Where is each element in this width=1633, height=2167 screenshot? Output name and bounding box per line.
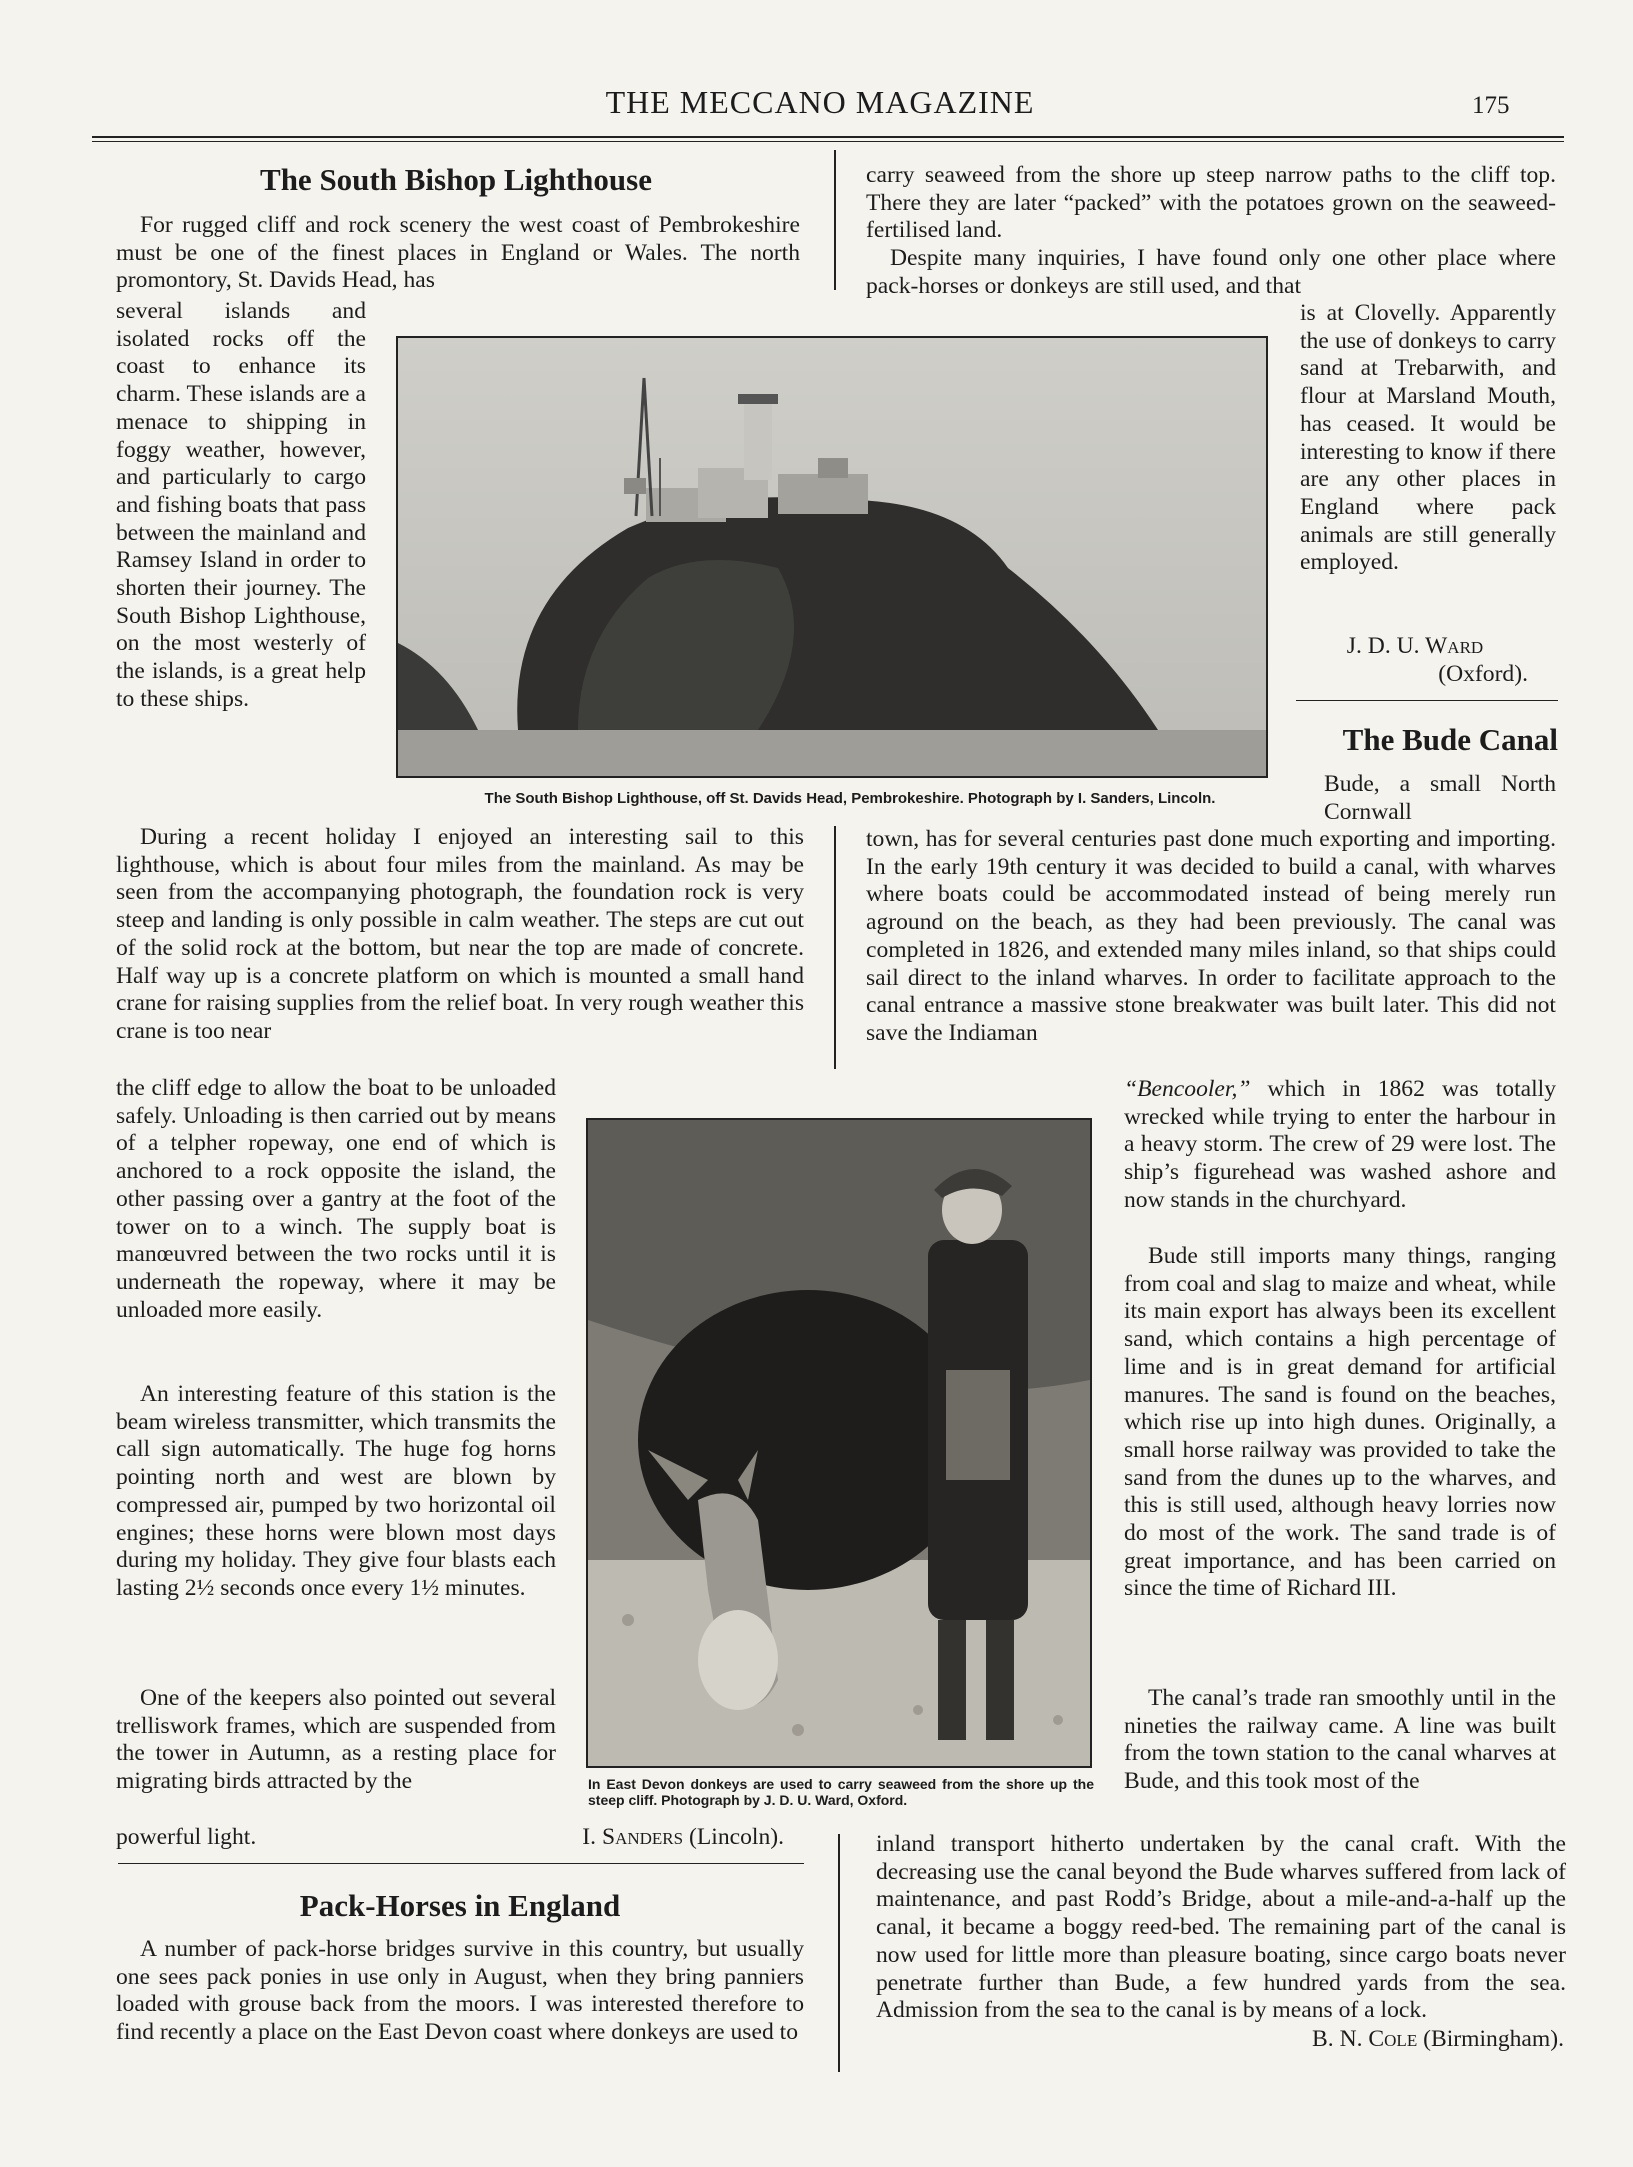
packhorses-author-name: [1300, 633, 1530, 661]
column-divider-mid: [834, 826, 836, 1069]
lighthouse-body-p4-last: [116, 1824, 804, 1852]
bude-p1-narrow-text: which in 1862 was totally wrecked while trying to enter the harbour in a heavy storm. The crew of 29 were lost. The ship’s figurehead was washed ashore and now stands in the churchyard.: [1124, 1076, 1556, 1213]
lighthouse-body-p4: One of the keepers also pointed out several trelliswork frames, which are suspended from the tower in Autumn, as a resting place for migrating birds attracted by the: [116, 1685, 556, 1795]
packhorses-body-p1: A number of pack-horse bridges survive in this country, but usually one sees pack ponies in use only in August, when they bring panniers loaded with grouse back from the moors. I was interested therefore to find recently a place on the East Devon coast where donkeys are used to: [116, 1936, 804, 2046]
packhorses-title: Pack-Horses in England: [299, 1888, 621, 1923]
column-divider-top: [834, 150, 836, 290]
ship-name: “Bencooler,”: [1124, 1076, 1251, 1102]
bude-body-p2: Bude still imports many things, ranging from coal and slag to maize and wheat, while its main export has always been its excellent sand, which contains a high percentage of lime and is in great demand for artificial manures. The sand is found on the beaches, which rise up into high dunes. Originally, a small horse railway was provided to take the sand from the dunes up to the wharves, and this is still used, although heavy lorries now do most of the work. The sand trade is of great importance, and has been carried on since the time of Richard III.: [1124, 1243, 1556, 1602]
donkey-illustration: [588, 1120, 1090, 1766]
donkey-photo: [586, 1118, 1092, 1768]
packhorses-author-place: (Oxford).: [1438, 661, 1528, 687]
header-rule-thin: [92, 141, 1564, 142]
magazine-title: THE MECCANO MAGAZINE: [605, 84, 1035, 120]
bude-lead: Bude, a small North Cornwall: [1324, 771, 1556, 825]
bude-author-name: B. N. Cole: [1312, 2026, 1418, 2052]
bude-body-p3: The canal’s trade ran smoothly until in the nineties the railway came. A line was built from the town station to the canal wharves at Bude, and this took most of the: [1124, 1685, 1556, 1795]
bude-body-p3-cont: inland transport hitherto undertaken by the canal craft. With the decreasing use the canal beyond the Bude wharves suffered from lack of maintenance, and past Rodd’s Bridge, about a mile-and-a-half up the canal, it became a boggy reed-bed. The remaining part of the canal is now used for little more than pleasure boating, since cargo boats never penetrate further than Bude, a few hundred yards from the sea. Admission from the sea to the canal is by means of a lock.: [876, 1831, 1566, 2024]
section-rule-packhorses: [118, 1863, 804, 1864]
packhorses-author: J. D. U. Ward: [1346, 633, 1484, 659]
lighthouse-body-p3: An interesting feature of this station is the beam wireless transmitter, which transmits the call sign automatically. The huge fog horns pointing north and west are blown by compressed air, pumped by two horizontal oil engines; these horns were blown most days during my holiday. They give four blasts each lasting 2½ seconds once every 1½ minutes.: [116, 1381, 556, 1601]
lighthouse-photo: [396, 336, 1268, 778]
bude-body-p1-narrow: [1124, 1076, 1556, 1215]
bude-author-place: (Birmingham).: [1423, 2026, 1564, 2052]
lighthouse-last-line: powerful light.: [116, 1824, 257, 1850]
packhorses-body-p1-cont: carry seaweed from the shore up steep narrow paths to the cliff top. There they are later “packed” with the potatoes grown on the seaweed-fertilised land.: [866, 162, 1556, 244]
packhorses-body-p2: Despite many inquiries, I have found only one other place where pack-horses or donkeys are still used, and that: [866, 245, 1556, 299]
header-rule: [92, 136, 1564, 138]
lighthouse-title: The South Bishop Lighthouse: [260, 162, 652, 197]
donkey-photo-caption: In East Devon donkeys are used to carry seaweed from the shore up the steep cliff. Photograph by J. D. U. Ward, Oxford.: [588, 1776, 1094, 1808]
column-divider-bottom: [838, 1834, 840, 2072]
lighthouse-intro: For rugged cliff and rock scenery the west coast of Pembrokeshire must be one of the finest places in England or Wales. The north promontory, St. Davids Head, has: [116, 212, 800, 294]
lighthouse-illustration: [398, 338, 1266, 776]
bude-author: [1220, 2026, 1564, 2054]
section-rule-bude: [1296, 700, 1558, 701]
lighthouse-author: [582, 1824, 804, 1852]
lighthouse-intro-narrow: several islands and isolated rocks off the coast to enhance its charm. These islands are a menace to shipping in foggy weather, however, and particularly to cargo and fishing boats that pass between the mainland and Ramsey Island in order to shorten their journey. The South Bishop Lighthouse, on the most westerly of the islands, is a great help to these ships.: [116, 298, 366, 712]
bude-body-p1: town, has for several centuries past done much exporting and importing. In the early 19th century it was decided to build a canal, with wharves where boats could be accommodated instead of being merely run aground on the beach, as they had been previously. The canal was completed in 1826, and extended many miles inland, so that ships could sail direct to the inland wharves. In order to facilitate approach to the canal entrance a massive stone breakwater was built later. This did not save the Indiaman: [866, 826, 1556, 1046]
page-number: 175: [1472, 92, 1510, 119]
lighthouse-body-p2: During a recent holiday I enjoyed an interesting sail to this lighthouse, which is about four miles from the mainland. As may be seen from the accompanying photograph, the foundation rock is very steep and landing is only possible in calm weather. The steps are cut out of the solid rock at the bottom, but near the top are made of concrete. Half way up is a concrete platform on which is mounted a small hand crane for raising supplies from the relief boat. In very rough weather this crane is too near: [116, 824, 804, 1044]
lighthouse-body-p2-cont: the cliff edge to allow the boat to be unloaded safely. Unloading is then carried out by means of a telpher ropeway, one end of which is anchored to a rock opposite the island, the other passing over a gantry at the foot of the tower on to a winch. The supply boat is manœuvred between the two rocks until it is underneath the ropeway, where it may be unloaded more easily.: [116, 1075, 556, 1323]
bude-title: The Bude Canal: [1342, 722, 1558, 757]
lighthouse-author-name: I. Sanders: [582, 1824, 684, 1850]
lighthouse-photo-caption: The South Bishop Lighthouse, off St. Davids Head, Pembrokeshire. Photograph by I. Sanders, Lincoln.: [484, 790, 1216, 807]
packhorses-body-p2-narrow: is at Clovelly. Apparently the use of donkeys to carry sand at Trebarwith, and flour at Marsland Mouth, has ceased. It would be interesting to know if there are any other places in England where pack animals are still generally employed.: [1300, 300, 1556, 576]
lighthouse-author-place: (Lincoln).: [689, 1824, 784, 1850]
